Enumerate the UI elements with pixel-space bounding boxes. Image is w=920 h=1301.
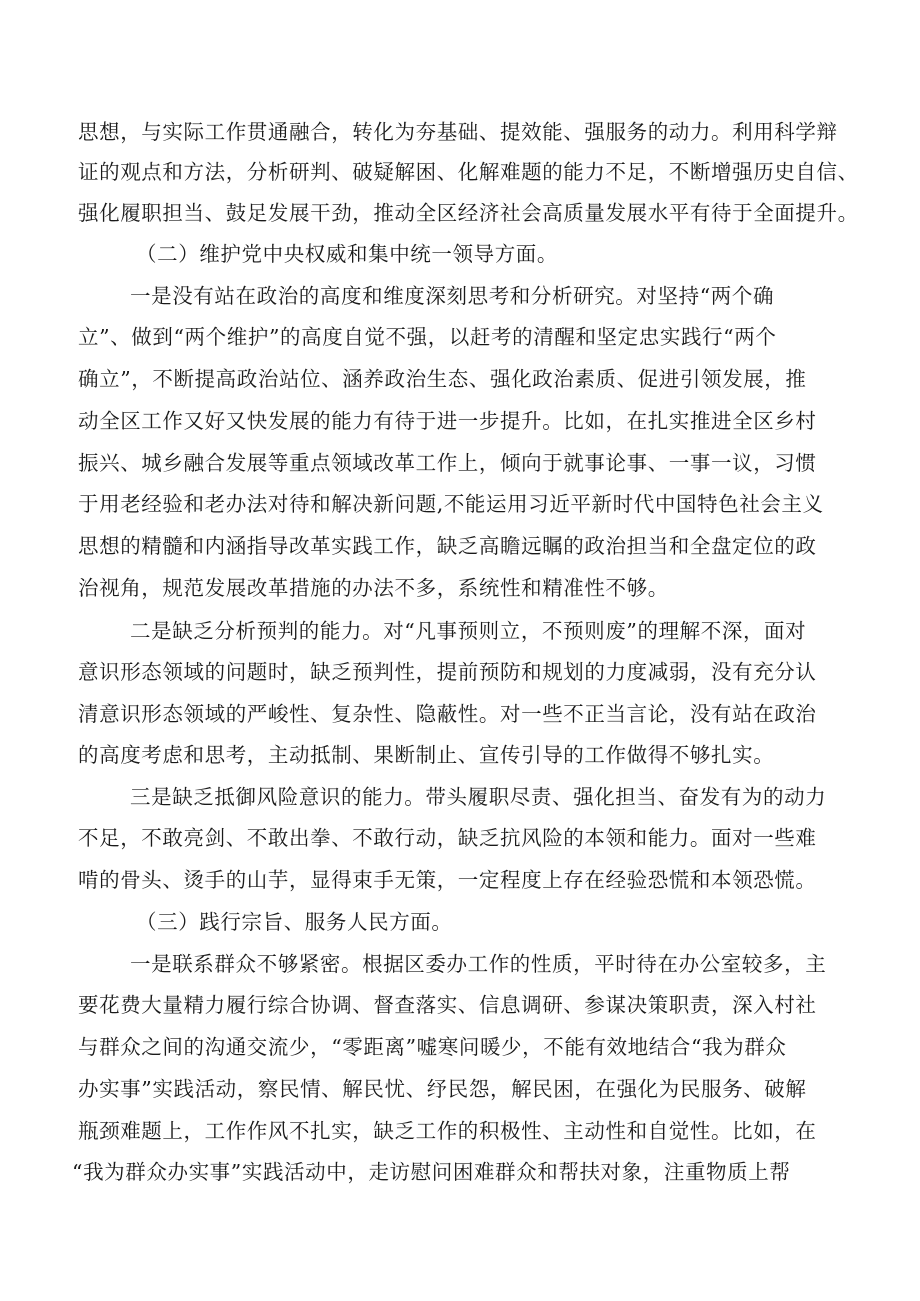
text-line: 振兴、城乡融合发展等重点领域改革工作上，倾向于就事论事、一事一议，习惯 — [78, 451, 817, 475]
text-line: 思想的精髓和内涵指导改革实践工作，缺乏高瞻远瞩的政治担当和全盘定位的政 — [78, 534, 817, 558]
text-line: 动全区工作又好又快发展的能力有待于进一步提升。比如，在扎实推进全区乡村 — [78, 409, 817, 433]
text-line: “我为群众办实事”实践活动中，走访慰问困难群众和帮扶对象，注重物质上帮 — [72, 1160, 791, 1184]
text-line: 办实事”实践活动，察民情、解民忧、纾民怨，解民困，在强化为民服务、破解 — [78, 1077, 807, 1101]
section-heading: （三）践行宗旨、服务人民方面。 — [136, 910, 453, 934]
text-line: 思想，与实际工作贯通融合，转化为夯基础、提效能、强服务的动力。利用科学辩 — [78, 120, 838, 144]
text-line: 与群众之间的沟通交流少，“零距离”嘘寒问暖少，不能有效地结合“我为群众 — [78, 1035, 787, 1059]
text-line: 治视角，规范发展改革措施的办法不多，系统性和精准性不够。 — [78, 576, 669, 600]
section-heading: （二）维护党中央权威和集中统一领导方面。 — [136, 242, 558, 266]
text-line: 啃的骨头、烫手的山芋，显得束手无策，一定程度上存在经验恐慌和本领恐慌。 — [78, 868, 817, 892]
text-line: 的高度考虑和思考，主动抵制、果断制止、宣传引导的工作做得不够扎实。 — [78, 743, 775, 767]
text-line: 一是联系群众不够紧密。根据区委办工作的性质，平时待在办公室较多，主 — [130, 952, 827, 976]
text-line: 三是缺乏抵御风险意识的能力。带头履职尽责、强化担当、奋发有为的动力 — [130, 785, 827, 809]
text-line: 立”、做到“两个维护”的高度自觉不强，以赶考的清醒和坚定忠实践行“两个 — [78, 325, 777, 349]
text-line: 要花费大量精力履行综合协调、督查落实、信息调研、参谋决策职责，深入村社 — [78, 993, 817, 1017]
text-line: 于用老经验和老办法对待和解决新问题,不能运用习近平新时代中国特色社会主义 — [78, 492, 824, 516]
text-line: 一是没有站在政治的高度和维度深刻思考和分析研究。对坚持“两个确 — [130, 284, 775, 308]
text-line: 不足，不敢亮剑、不敢出拳、不敢行动，缺乏抗风险的本领和能力。面对一些难 — [78, 826, 817, 850]
text-line: 清意识形态领域的严峻性、复杂性、隐蔽性。对一些不正当言论，没有站在政治 — [78, 702, 817, 726]
text-line: 二是缺乏分析预判的能力。对“凡事预则立，不预则废”的理解不深，面对 — [130, 619, 807, 643]
text-line: 瓶颈难题上，工作作风不扎实，缺乏工作的积极性、主动性和自觉性。比如，在 — [78, 1119, 817, 1143]
text-line: 证的观点和方法，分析研判、破疑解困、化解难题的能力不足，不断增强历史自信、 — [78, 160, 859, 184]
text-line: 确立”，不断提高政治站位、涵养政治生态、强化政治素质、促进引领发展，推 — [78, 367, 807, 391]
text-line: 强化履职担当、鼓足发展干劲，推动全区经济社会高质量发展水平有待于全面提升。 — [78, 201, 859, 225]
text-line: 意识形态领域的问题时，缺乏预判性，提前预防和规划的力度减弱，没有充分认 — [78, 660, 817, 684]
